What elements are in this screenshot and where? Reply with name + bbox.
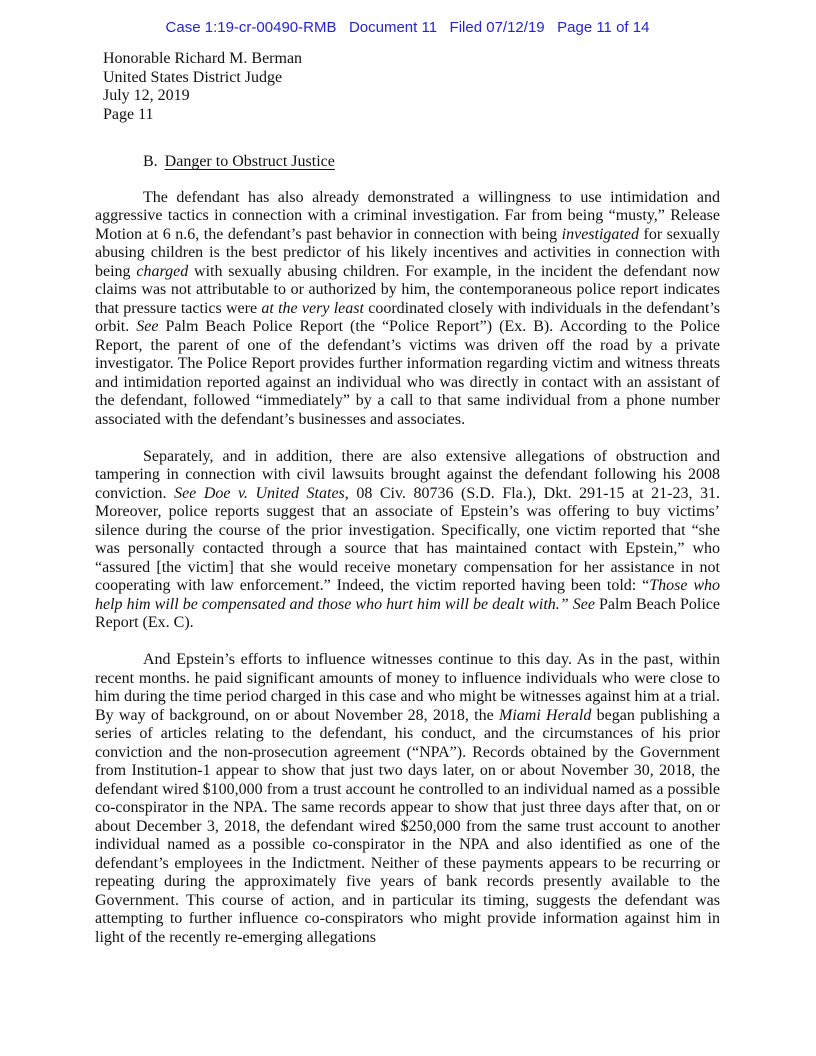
section-heading bbox=[143, 153, 720, 172]
text-run-italic: See Doe v. United States bbox=[174, 484, 345, 502]
paragraph-intimidation-tactics bbox=[95, 189, 720, 430]
text-run-italic: at the very least bbox=[261, 299, 364, 317]
text-run: The defendant has also already demonstrated a willingness to use intimidation and aggressive tactics in connection with a criminal investigation. Far from being “musty,” Release Motion at 6 n.6, the defendant’s past behavior in connection with being bbox=[95, 188, 720, 243]
paragraph-obstruction-allegations bbox=[95, 448, 720, 633]
text-run: Separately, and in addition, there are also extensive allegations of obstruction and tampering in connection with civil lawsuits brought against the defendant following his 2008 conviction. bbox=[95, 447, 720, 502]
address-line-date: July 12, 2019 bbox=[103, 87, 190, 104]
text-run: coordinated closely with individuals in the defendant’s orbit. bbox=[95, 299, 720, 335]
address-line-page-number: Page 11 bbox=[103, 105, 154, 123]
pacer-case-stamp-text: Case 1:19-cr-00490-RMB Document 11 Filed 07/12/19 Page 11 of 14 bbox=[165, 19, 650, 36]
text-run: began publishing a series of articles relating to the defendant, his conduct, and the circumstances of his prior conviction and the non-prosecution agreement (“NPA”). Records obtained by the Government from Institution-1 appear to show that just two days later, on or about November 30, 2018, the defendant wired $100,000 from a trust account he controlled to an individual named as a possible co-conspirator in the NPA. The same records appear to show that just three days after that, on or about December 3, 2018, the defendant wired $250,000 from the same trust account to another individual named as a possible co-conspirator in the NPA and also identified as one of the defendant’s employees in the Indictment. Neither of these payments appears to be recurring or repeating during the approximately five years of bank records presently available to the Government. This course of action, and in particular its timing, suggests the defendant was attempting to further influence co-conspirators who might provide information against him in light of the recently re-emerging allegations bbox=[95, 706, 721, 946]
text-run: with sexually abusing children. For example, in the incident the defendant now claims was not attributable to or authorized by him, the contemporaneous police report indicates that pressure tactics were bbox=[95, 262, 721, 317]
pacer-case-stamp bbox=[95, 0, 720, 36]
text-run: And Epstein’s efforts to influence witnesses continue to this day. As in the past, within recent months. he paid significant amounts of money to influence individuals who were close to him during the time period charged in this case and who might be witnesses against him at a trial. By way of background, on or about November 28, 2018, the bbox=[95, 651, 720, 724]
text-run-italic: See bbox=[136, 318, 159, 335]
section-heading-title: Danger to Obstruct Justice bbox=[164, 153, 335, 170]
text-run-italic: Those who help him will be compensated and those who hurt him will be dealt with.” bbox=[95, 577, 720, 613]
address-line-recipient: Honorable Richard M. Berman bbox=[103, 50, 303, 67]
text-run: for sexually abusing children is the best predictor of his likely incentives and activities in connection with being bbox=[95, 225, 720, 280]
address-line-title: United States District Judge bbox=[103, 68, 283, 86]
section-heading-label: B. bbox=[143, 153, 158, 170]
address-block bbox=[103, 50, 720, 124]
paragraph-witness-influence-payments bbox=[95, 651, 720, 947]
text-run-italic: Miami Herald bbox=[498, 706, 592, 724]
text-run-italic: charged bbox=[136, 262, 189, 280]
text-run: , 08 Civ. 80736 (S.D. Fla.), Dkt. 291-15 at 21-23, 31. Moreover, police reports suggest that an associate of Epstein’s was offering to buy victims’ silence during the course of the prior investigation. Specifically, one victim reported that “she was personally contacted through a source that has maintained contact with Epstein,” who “assured [the victim] that she would receive monetary compensation for her assistance in not cooperating with law enforcement.” Indeed, the victim reported having been told: “ bbox=[95, 484, 720, 594]
text-run: Palm Beach Police Report (the “Police Report”) (Ex. B). According to the Police Report, the parent of one of the defendant’s victims was driven off the road by a private investigator. The Police Report provides further information regarding victim and witness threats and intimidation reported against an individual who was directly in contact with an assistant of the defendant, followed “immediately” by a call to that same individual from a phone number associated with the defendant’s businesses and associates. bbox=[95, 318, 721, 428]
text-run-italic: investigated bbox=[561, 225, 639, 243]
text-run-italic: See bbox=[572, 595, 595, 613]
text-run: Palm Beach Police Report (Ex. C). bbox=[95, 595, 720, 631]
